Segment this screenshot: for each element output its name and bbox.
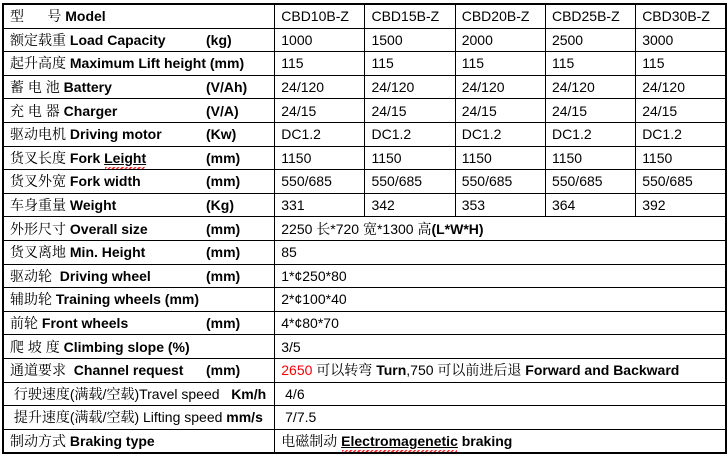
table-row xyxy=(3,52,726,76)
spec-value-cell-merged xyxy=(275,382,726,406)
model-header-cell: CBD30B-Z xyxy=(636,4,726,28)
spec-value-cell-merged xyxy=(275,217,726,241)
text-segment: 货叉离地 xyxy=(10,244,70,261)
text-segment: (mm) xyxy=(206,315,241,332)
row-label xyxy=(3,358,275,382)
spec-value-cell: 550/685 xyxy=(455,170,545,194)
text-segment: (mm) xyxy=(206,173,241,190)
text-segment: Model xyxy=(65,8,106,25)
spec-value-cell-merged xyxy=(275,429,726,453)
text-segment: 提升速度(满载/空载) Lifting speed xyxy=(10,409,227,426)
spec-value-cell: 24/120 xyxy=(275,75,365,99)
spec-value-cell: 2500 xyxy=(545,28,635,52)
text-segment: (mm) xyxy=(206,220,241,237)
row-label xyxy=(3,28,275,52)
spec-value-cell: 115 xyxy=(455,52,545,76)
text-segment: 可以转弯 xyxy=(316,362,377,379)
spec-value-cell-merged xyxy=(275,288,726,312)
table-row xyxy=(3,406,726,430)
text-segment: (mm) xyxy=(206,244,241,261)
text-segment: (kg) xyxy=(206,31,232,48)
text-segment: 2250 长*720 宽*1300 高 xyxy=(281,220,432,237)
table-row xyxy=(3,217,726,241)
model-header-cell: CBD10B-Z xyxy=(275,4,365,28)
text-segment: (mm) xyxy=(206,149,241,166)
table-row xyxy=(3,28,726,52)
text-segment: 型 号 xyxy=(10,8,66,25)
spec-value-cell: 364 xyxy=(545,193,635,217)
spec-value-cell-merged xyxy=(275,406,726,430)
spec-value-cell: 3000 xyxy=(636,28,726,52)
text-segment: (mm) xyxy=(206,267,241,284)
table-row xyxy=(3,240,726,264)
table-row xyxy=(3,311,726,335)
text-segment: 货叉长度 xyxy=(10,149,70,166)
spec-value-cell: 24/15 xyxy=(365,99,455,123)
spec-value-cell: DC1.2 xyxy=(636,122,726,146)
table-row xyxy=(3,335,726,359)
text-segment: Km/h xyxy=(231,385,267,402)
spec-value-cell: 1150 xyxy=(455,146,545,170)
spec-value-cell: 2000 xyxy=(455,28,545,52)
spec-value-cell: 1150 xyxy=(545,146,635,170)
row-label xyxy=(3,288,275,312)
spec-value-cell: 115 xyxy=(545,52,635,76)
text-segment: 车身重量 xyxy=(10,197,70,214)
spec-value-cell: 24/15 xyxy=(455,99,545,123)
misspelled-word: Electromagenetic xyxy=(341,432,458,449)
spec-value-cell: 24/15 xyxy=(545,99,635,123)
misspelled-word: Leight xyxy=(104,149,147,166)
table-row xyxy=(3,146,726,170)
spec-value-cell: 115 xyxy=(636,52,726,76)
text-segment: 85 xyxy=(281,244,297,261)
table-row xyxy=(3,75,726,99)
text-segment: 3/5 xyxy=(281,338,301,355)
spec-value-cell-merged xyxy=(275,240,726,264)
text-segment: Climbing slope (%) xyxy=(63,338,190,355)
spec-value-cell: 1150 xyxy=(365,146,455,170)
spec-value-cell: DC1.2 xyxy=(545,122,635,146)
text-segment: Braking type xyxy=(69,432,155,449)
text-segment: (mm) xyxy=(206,362,241,379)
text-segment: 4/6 xyxy=(281,385,305,402)
table-row xyxy=(3,99,726,123)
text-segment: Forward and Backward xyxy=(525,362,680,379)
text-segment: 货叉外宽 xyxy=(10,173,70,190)
text-segment: Fork width xyxy=(69,173,141,190)
text-segment: 行驶速度(满载/空载)Travel speed xyxy=(10,385,232,402)
spec-value-cell: 353 xyxy=(455,193,545,217)
text-segment: Min. Height xyxy=(69,244,146,261)
row-label xyxy=(3,335,275,359)
text-segment: Weight xyxy=(69,197,117,214)
spec-table xyxy=(2,3,727,454)
row-label xyxy=(3,146,275,170)
row-label xyxy=(3,382,275,406)
text-segment: 驱动电机 xyxy=(10,126,70,143)
spec-value-cell: 24/15 xyxy=(275,99,365,123)
text-segment: Fork xyxy=(69,149,105,166)
text-segment: 爬 坡 度 xyxy=(10,338,64,355)
text-segment: 2*¢100*40 xyxy=(281,291,347,308)
table-row xyxy=(3,264,726,288)
spec-value-cell-merged xyxy=(275,264,726,288)
text-segment: (V/Ah) xyxy=(206,79,248,96)
table-row xyxy=(3,382,726,406)
text-segment: 可以前进后退 xyxy=(437,362,526,379)
text-segment: Maximum Lift height (mm) xyxy=(69,55,245,72)
table-row xyxy=(3,358,726,382)
table-row xyxy=(3,288,726,312)
highlight-red-text: 2650 xyxy=(281,362,317,379)
spec-value-cell: 24/120 xyxy=(545,75,635,99)
text-segment: 制动方式 xyxy=(10,432,70,449)
spec-value-cell: 1150 xyxy=(275,146,365,170)
table-row xyxy=(3,4,726,28)
text-segment: (V/A) xyxy=(206,102,239,119)
spec-value-cell: 342 xyxy=(365,193,455,217)
text-segment: 通道要求 xyxy=(10,362,74,379)
row-label xyxy=(3,4,275,28)
row-label xyxy=(3,52,275,76)
text-segment: Charger xyxy=(63,102,118,119)
spec-value-cell-merged xyxy=(275,311,726,335)
spec-value-cell: 115 xyxy=(365,52,455,76)
row-label xyxy=(3,170,275,194)
spec-value-cell: 24/15 xyxy=(636,99,726,123)
text-segment: ,750 xyxy=(406,362,438,379)
text-segment: (Kw) xyxy=(206,126,237,143)
spec-value-cell-merged xyxy=(275,358,726,382)
text-segment: mm/s xyxy=(226,409,263,426)
table-row xyxy=(3,170,726,194)
text-segment: Battery xyxy=(63,79,112,96)
spec-value-cell: 550/685 xyxy=(636,170,726,194)
text-segment: (L*W*H) xyxy=(431,220,484,237)
row-label xyxy=(3,193,275,217)
spec-value-cell: 1150 xyxy=(636,146,726,170)
row-label xyxy=(3,429,275,453)
model-header-cell: CBD15B-Z xyxy=(365,4,455,28)
text-segment: 4*¢80*70 xyxy=(281,315,339,332)
model-header-cell: CBD20B-Z xyxy=(455,4,545,28)
text-segment: Turn xyxy=(376,362,407,379)
text-segment: 电磁制动 xyxy=(281,432,342,449)
spec-value-cell: DC1.2 xyxy=(365,122,455,146)
text-segment: 充 电 器 xyxy=(10,102,64,119)
text-segment: Driving wheel xyxy=(59,267,151,284)
text-segment: Overall size xyxy=(69,220,148,237)
text-segment: Load Capacity xyxy=(69,31,166,48)
text-segment: 驱动轮 xyxy=(10,267,60,284)
spec-value-cell: DC1.2 xyxy=(455,122,545,146)
row-label xyxy=(3,406,275,430)
spec-value-cell: 1500 xyxy=(365,28,455,52)
text-segment: 1*¢250*80 xyxy=(281,267,347,284)
text-segment: (Kg) xyxy=(206,197,234,214)
row-label xyxy=(3,75,275,99)
spec-value-cell: 1000 xyxy=(275,28,365,52)
spec-value-cell: 550/685 xyxy=(545,170,635,194)
text-segment: Channel request xyxy=(73,362,184,379)
text-segment: 7/7.5 xyxy=(281,409,317,426)
spec-value-cell: 550/685 xyxy=(275,170,365,194)
spec-value-cell: 24/120 xyxy=(636,75,726,99)
spec-value-cell: 24/120 xyxy=(455,75,545,99)
text-segment: 外形尺寸 xyxy=(10,220,70,237)
spec-value-cell: 115 xyxy=(275,52,365,76)
text-segment: 起升高度 xyxy=(10,55,70,72)
text-segment: braking xyxy=(457,432,513,449)
row-label xyxy=(3,99,275,123)
model-header-cell: CBD25B-Z xyxy=(545,4,635,28)
text-segment: 辅助轮 xyxy=(10,291,56,308)
text-segment: 前轮 xyxy=(10,315,42,332)
spec-value-cell: 24/120 xyxy=(365,75,455,99)
row-label xyxy=(3,264,275,288)
row-label xyxy=(3,122,275,146)
text-segment: 额定载重 xyxy=(10,31,70,48)
text-segment: Training wheels (mm) xyxy=(55,291,200,308)
table-row xyxy=(3,122,726,146)
row-label xyxy=(3,311,275,335)
text-segment: 蓄 电 池 xyxy=(10,79,64,96)
table-row xyxy=(3,429,726,453)
spec-value-cell: 392 xyxy=(636,193,726,217)
table-row xyxy=(3,193,726,217)
spec-value-cell-merged xyxy=(275,335,726,359)
spec-value-cell: 550/685 xyxy=(365,170,455,194)
spec-value-cell: 331 xyxy=(275,193,365,217)
text-segment: Front wheels xyxy=(41,315,129,332)
spec-value-cell: DC1.2 xyxy=(275,122,365,146)
row-label xyxy=(3,240,275,264)
row-label xyxy=(3,217,275,241)
text-segment: Driving motor xyxy=(69,126,162,143)
